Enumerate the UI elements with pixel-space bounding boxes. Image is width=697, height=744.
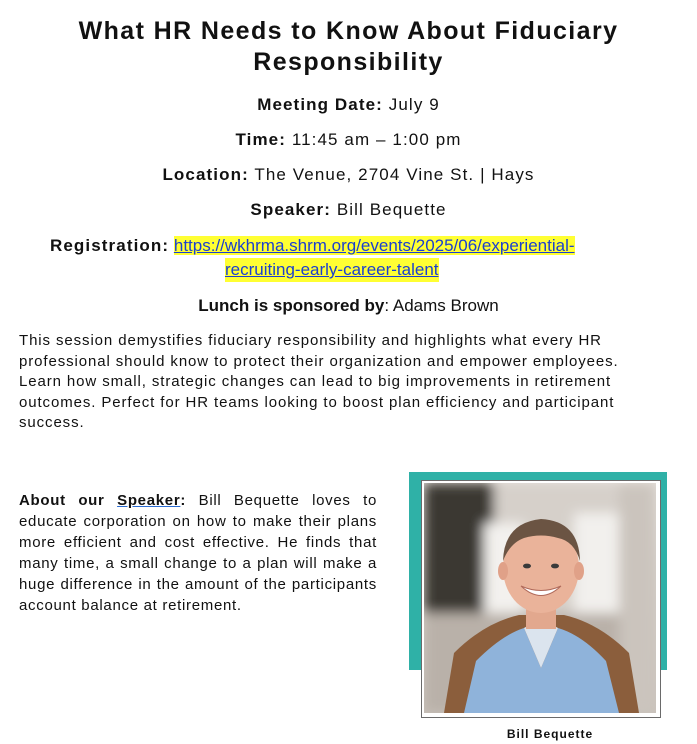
speaker-line [0, 199, 697, 221]
registration-line [50, 234, 670, 279]
session-description: This session demystifies fiduciary responsibility and highlights what every HR professional should know to protect their organization and empower employees. Learn how small, strategic changes can lead to big improvements in retirement outcomes. Perfect for HR teams looking to boost plan efficiency and participant success. [19, 332, 619, 431]
time-label: Time: [235, 130, 286, 149]
lunch-sponsor-value: : Adams Brown [384, 296, 499, 315]
lunch-sponsor-label: Lunch is sponsored by [198, 296, 385, 315]
time-value: 11:45 am – 1:00 pm [291, 130, 462, 149]
registration-link-continued[interactable]: recruiting-early-career-talent [225, 258, 439, 282]
speaker-label: Speaker: [250, 200, 332, 219]
registration-link[interactable]: https://wkhrma.shrm.org/events/2025/06/experiential- [173, 236, 575, 255]
speaker-photo-frame [409, 472, 667, 722]
speaker-photo [424, 483, 656, 713]
lunch-sponsor-line [0, 295, 697, 317]
meeting-date-label: Meeting Date: [257, 95, 383, 114]
event-title: What HR Needs to Know About Fiduciary Responsibility [78, 17, 619, 76]
location-value: The Venue, 2704 Vine St. | Hays [254, 165, 535, 184]
meeting-date-value: July 9 [388, 95, 440, 114]
meeting-date-line [0, 94, 697, 116]
about-label-prefix: About our [19, 492, 105, 509]
about-label-speaker: Speaker [117, 492, 181, 509]
registration-label: Registration: [50, 236, 170, 255]
about-label-colon: : [180, 492, 187, 509]
location-label: Location: [162, 165, 249, 184]
photo-caption: Bill Bequette [506, 727, 594, 741]
speaker-portrait-image [424, 483, 656, 713]
speaker-bio-text: Bill Bequette loves to educate corporation on how to make their plans more efficient and cost effective. He finds that many time, a small change to a plan will make a huge difference in the amount of the participants account balance at retirement. [19, 492, 378, 614]
time-line [0, 129, 697, 151]
speaker-value: Bill Bequette [336, 200, 447, 219]
speaker-bio [19, 490, 377, 616]
location-line [0, 164, 697, 186]
